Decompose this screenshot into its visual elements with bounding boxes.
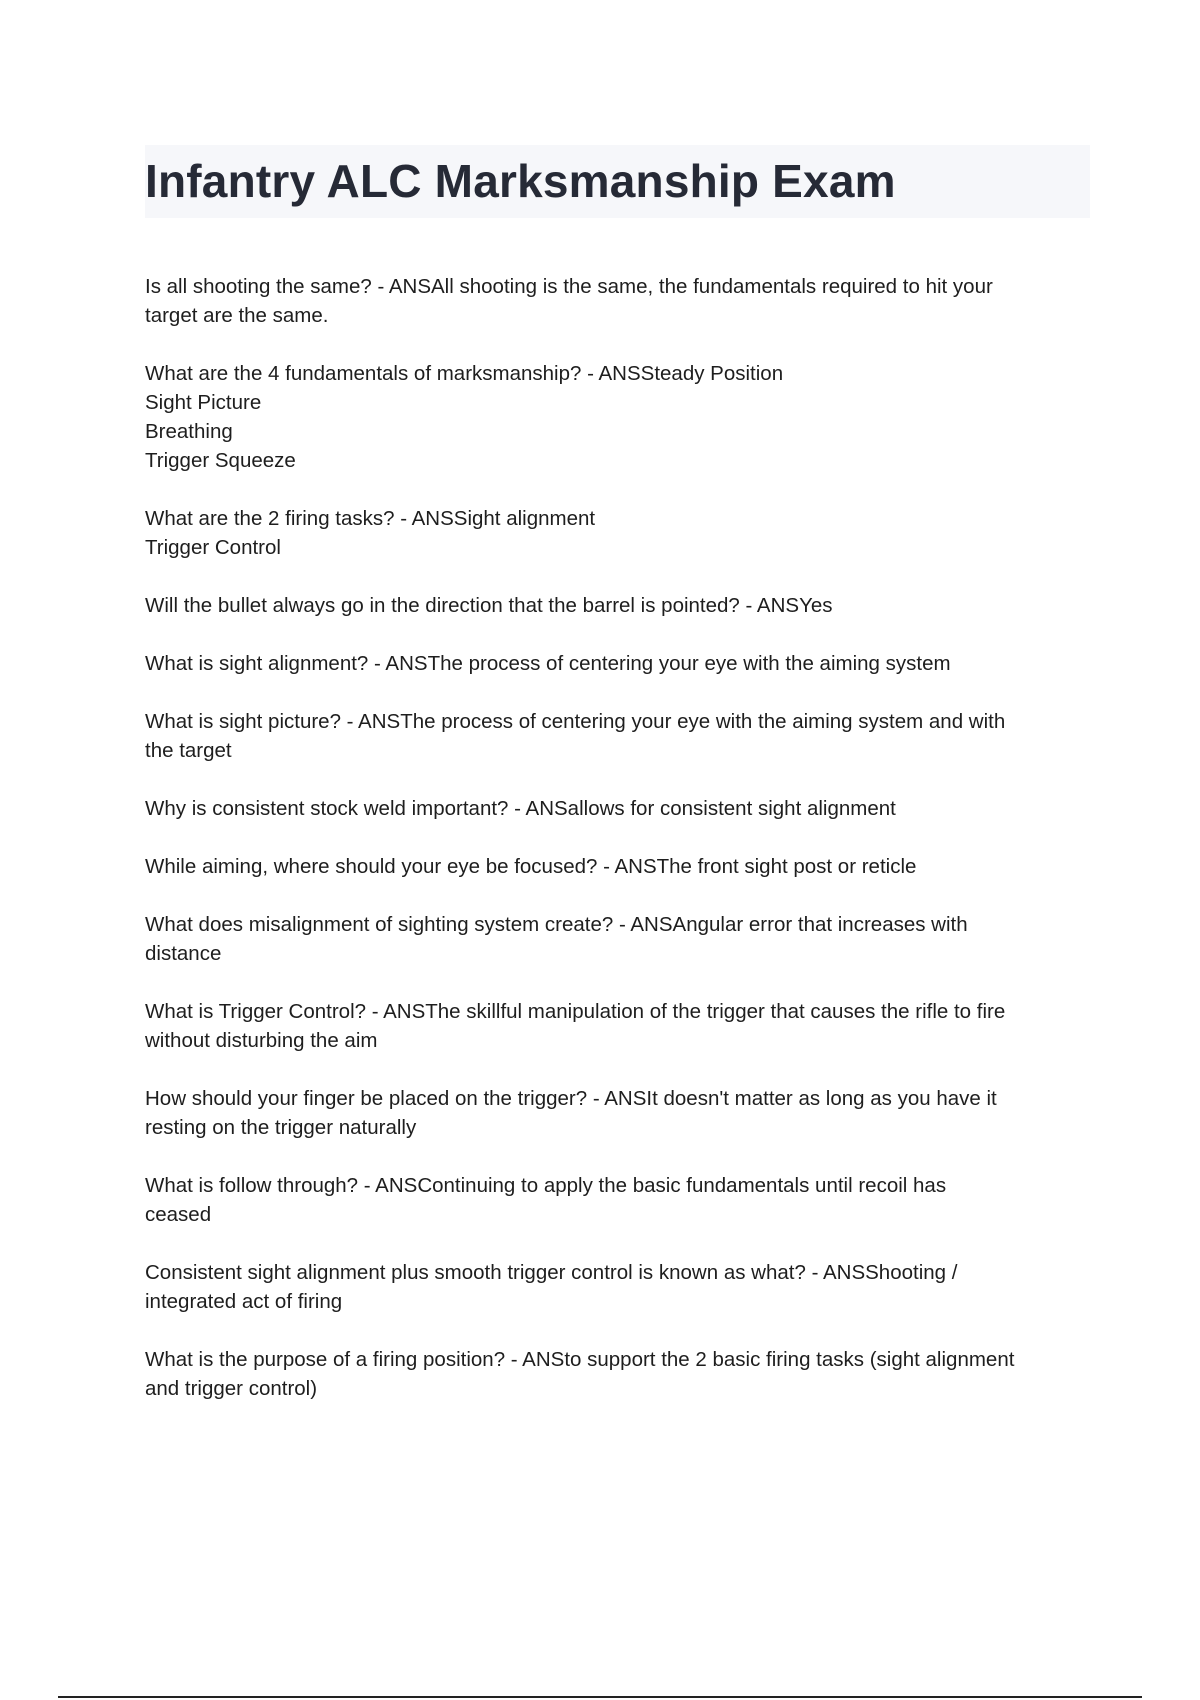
qa-item [145, 794, 1090, 823]
qa-line: What are the 4 fundamentals of marksmanship? - ANSSteady Position [145, 362, 784, 385]
qa-item [145, 1258, 1090, 1316]
qa-line: the target [145, 739, 232, 762]
qa-item [145, 1171, 1090, 1229]
qa-item [145, 591, 1090, 620]
qa-line: What is follow through? - ANSContinuing to apply the basic fundamentals until recoil has [145, 1174, 947, 1197]
qa-line: What is the purpose of a firing position? - ANSto support the 2 basic firing tasks (sight alignment [145, 1348, 1015, 1371]
qa-item [145, 910, 1090, 968]
qa-line: While aiming, where should your eye be focused? - ANSThe front sight post or reticle [145, 855, 917, 878]
qa-line: How should your finger be placed on the trigger? - ANSIt doesn't matter as long as you have it [145, 1087, 997, 1110]
qa-item [145, 504, 1090, 562]
qa-line: What does misalignment of sighting system create? - ANSAngular error that increases with [145, 913, 968, 936]
qa-line: What is sight picture? - ANSThe process of centering your eye with the aiming system and with [145, 710, 1006, 733]
qa-line: Will the bullet always go in the direction that the barrel is pointed? - ANSYes [145, 594, 833, 617]
qa-item [145, 852, 1090, 881]
qa-line: Consistent sight alignment plus smooth trigger control is known as what? - ANSShooting / [145, 1261, 958, 1284]
qa-line: Why is consistent stock weld important? - ANSallows for consistent sight alignment [145, 797, 896, 820]
qa-line: and trigger control) [145, 1377, 318, 1400]
qa-line: without disturbing the aim [145, 1029, 378, 1052]
footer-divider [58, 1696, 1142, 1698]
qa-item [145, 272, 1090, 330]
qa-line: Trigger Squeeze [145, 449, 296, 472]
qa-line: What is sight alignment? - ANSThe process of centering your eye with the aiming system [145, 652, 951, 675]
qa-line: resting on the trigger naturally [145, 1116, 417, 1139]
qa-item [145, 649, 1090, 678]
document-title: Infantry ALC Marksmanship Exam [145, 155, 896, 207]
qa-line: distance [145, 942, 222, 965]
qa-item [145, 997, 1090, 1055]
qa-line: ceased [145, 1203, 212, 1226]
qa-line: Breathing [145, 420, 233, 443]
title-band [145, 145, 1090, 218]
qa-line: What is Trigger Control? - ANSThe skillful manipulation of the trigger that causes the rifle to fire [145, 1000, 1006, 1023]
qa-list [145, 272, 1090, 1432]
qa-line: Sight Picture [145, 391, 262, 414]
qa-item [145, 1084, 1090, 1142]
qa-item [145, 1345, 1090, 1403]
qa-line: Trigger Control [145, 536, 281, 559]
qa-line: What are the 2 firing tasks? - ANSSight alignment [145, 507, 596, 530]
qa-line: Is all shooting the same? - ANSAll shooting is the same, the fundamentals required to hit your [145, 275, 993, 298]
qa-line: integrated act of firing [145, 1290, 343, 1313]
qa-line: target are the same. [145, 304, 329, 327]
qa-item [145, 707, 1090, 765]
qa-item [145, 359, 1090, 475]
